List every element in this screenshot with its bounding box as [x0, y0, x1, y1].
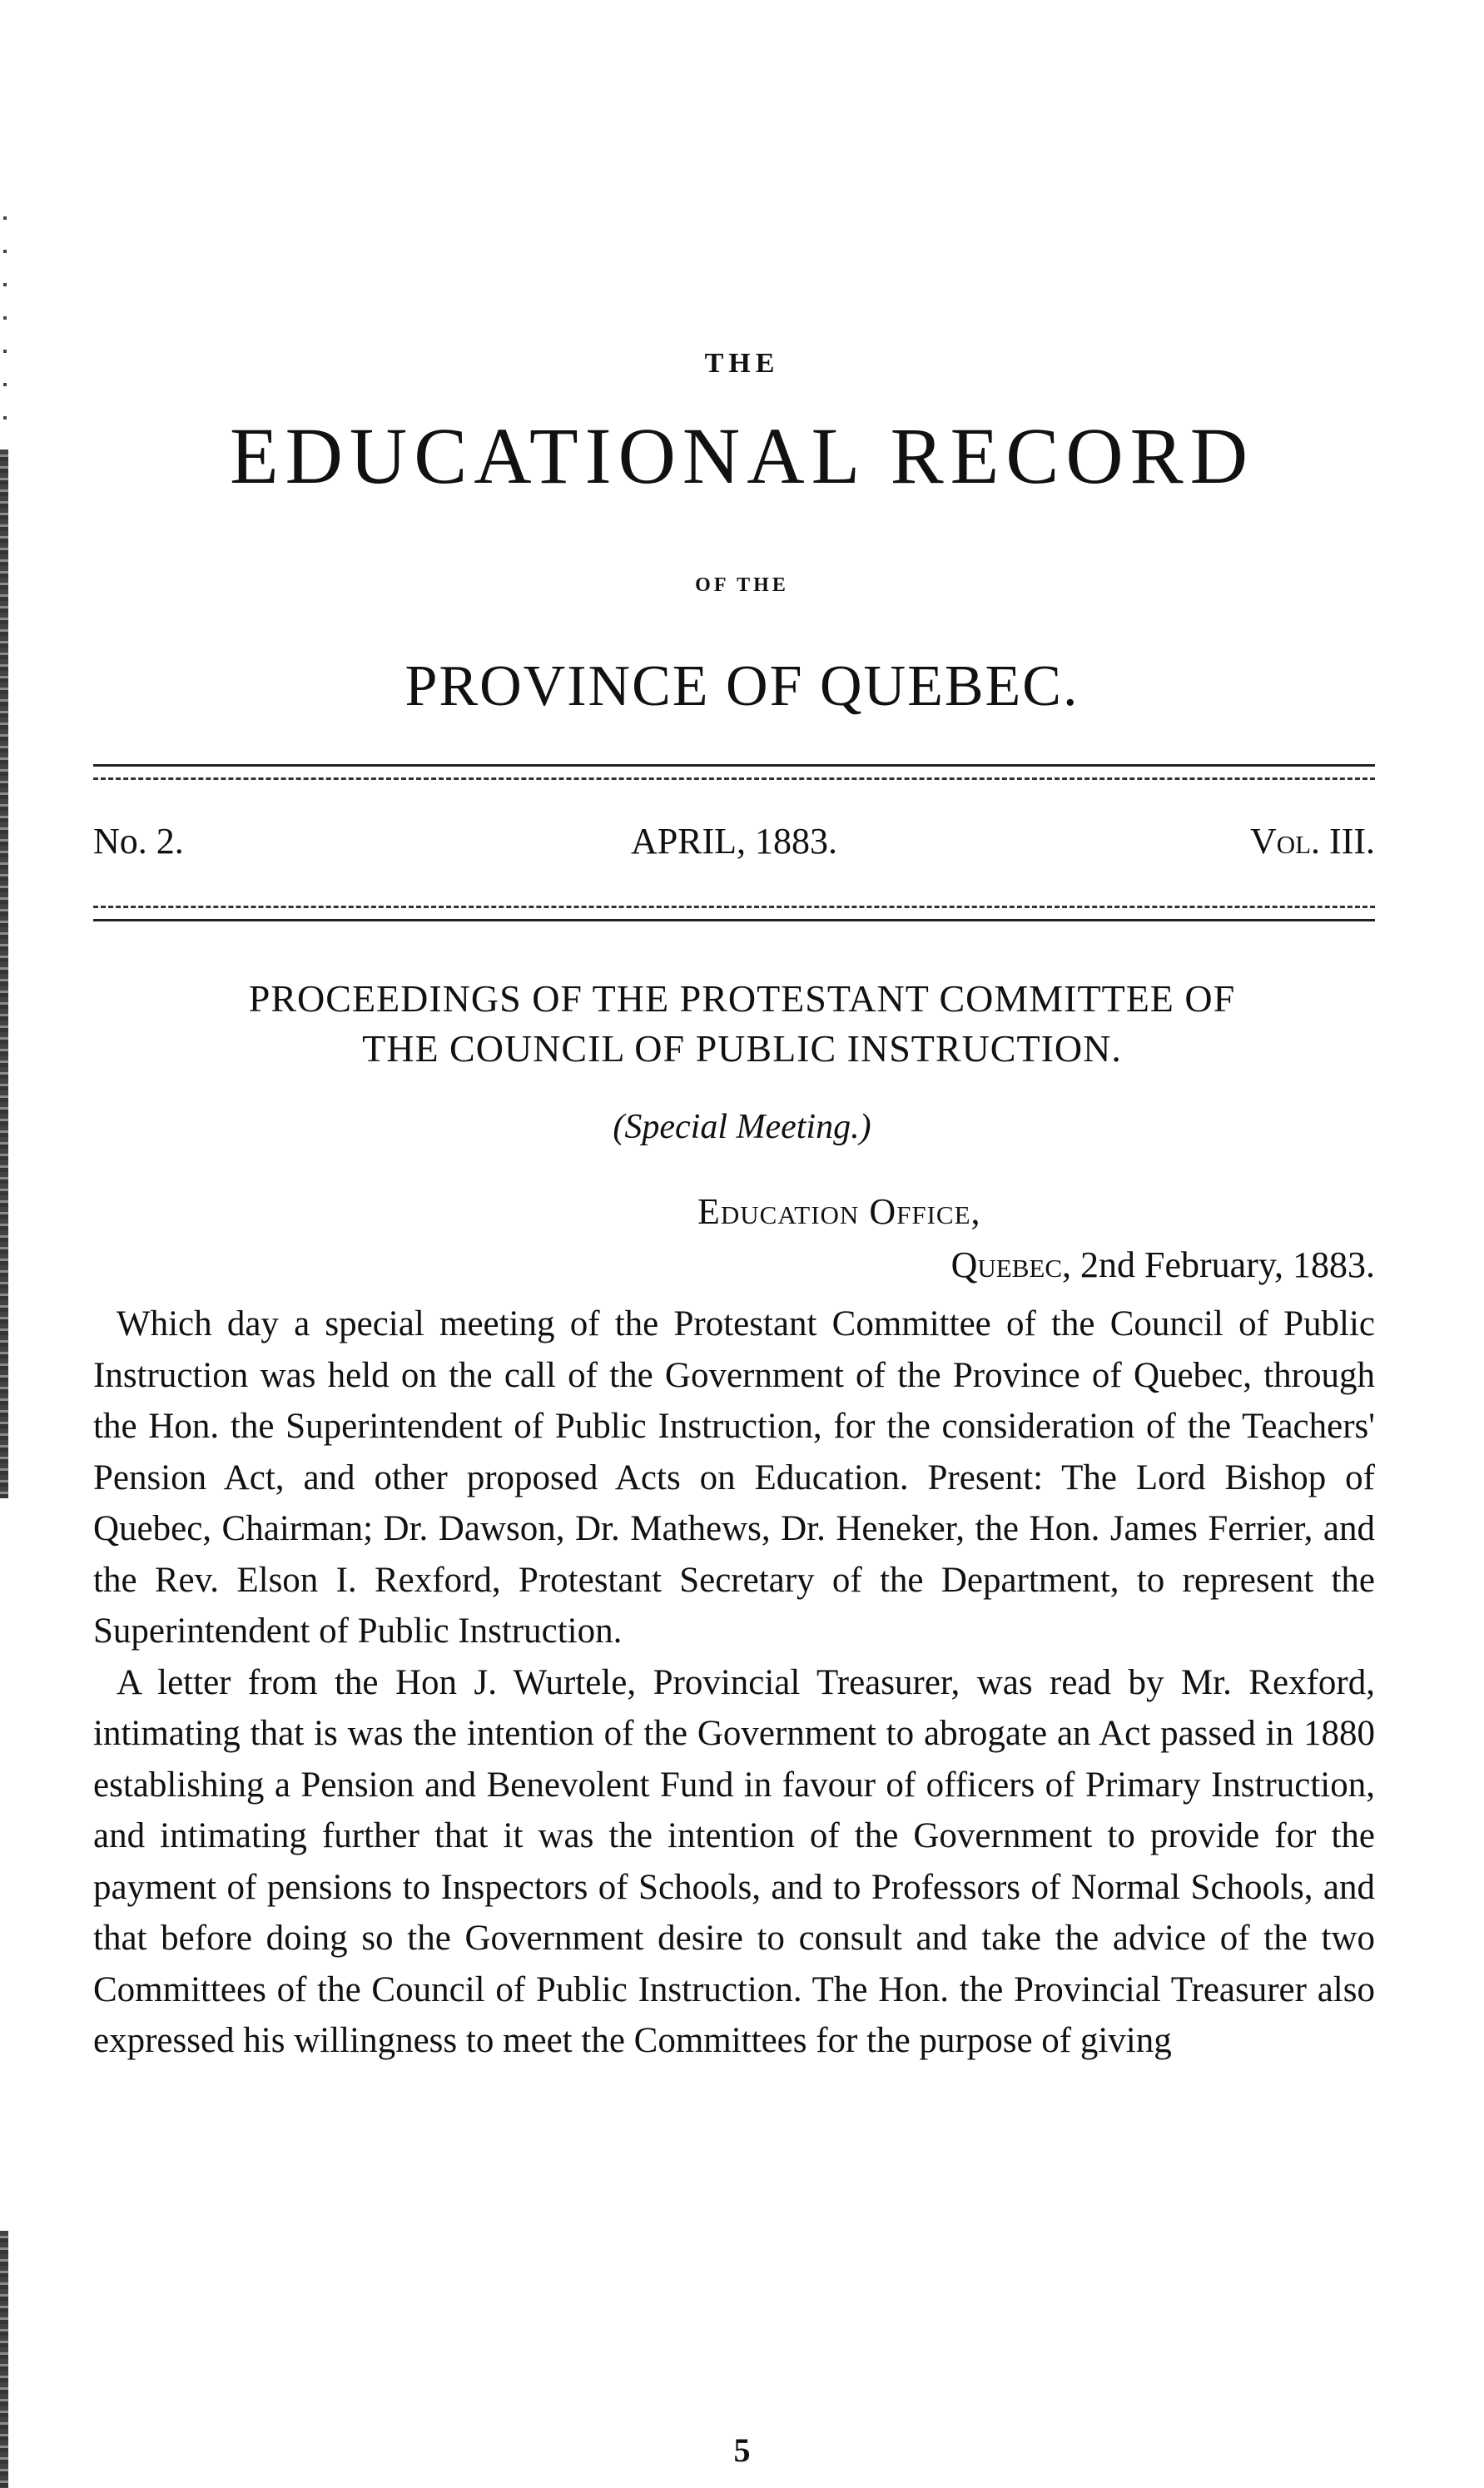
page-number: 5 — [733, 2431, 751, 2469]
dateline — [951, 1244, 1375, 1286]
top-rule-1 — [93, 764, 1375, 767]
article-subheading: (Special Meeting.) — [613, 1108, 871, 1146]
paragraph-2: A letter from the Hon J. Wurtele, Provincial Treasurer, was read by Mr. Rexford, intimating that is was the intention of the Government to abrogate an Act passed in 1880 establishing a Pension and Benevolent Fund in favour of officers of Primary Instruction, and intimating further that it was the intention of the Government to provide for the payment of pensions to Inspectors of Schools, and to Professors of Normal Schools, and that before doing so the Government desire to consult and take the advice of the two Committees of the Council of Public Instruction. The Hon. the Provincial Treasurer also expressed his willingness to meet the Committees for the purpose of giving — [93, 1662, 1375, 2060]
dateline-place: Quebec, — [950, 1244, 1072, 1285]
issue-date: APRIL, 1883. — [630, 821, 838, 862]
article-heading-line-1: PROCEEDINGS OF THE PROTESTANT COMMITTEE OF — [248, 977, 1236, 1020]
journal-title: EDUCATIONAL RECORD — [229, 411, 1255, 500]
bottom-rule-2 — [93, 919, 1375, 921]
binding-marks — [3, 216, 7, 433]
issue-line — [93, 820, 1375, 870]
issue-volume: Vol. III. — [1249, 821, 1375, 862]
article-heading — [0, 974, 1484, 1074]
top-rule-2 — [93, 777, 1375, 780]
article-heading-line-2: THE COUNCIL OF PUBLIC INSTRUCTION. — [362, 1027, 1122, 1070]
paragraph-1: Which day a special meeting of the Protestant Committee of the Council of Public Instruction was held on the call of the Government of the Province of Quebec, through the Hon. the Superintendent of Public Instruction, for the consideration of the Teachers' Pension Act, and other proposed Acts on Education. Present: The Lord Bishop of Quebec, Chairman; Dr. Dawson, Dr. Mathews, Dr. Heneker, the Hon. James Ferrier, and the Rev. Elson I. Rexford, Protestant Secretary of the Department, to represent the Superintendent of Public Instruction. — [93, 1304, 1375, 1651]
dateline-date: 2nd February, 1883. — [1080, 1244, 1375, 1285]
masthead-of-the: OF THE — [695, 574, 789, 596]
article-body — [93, 1299, 1375, 2067]
issue-number: No. 2. — [93, 821, 184, 862]
office-line: Education Office, — [697, 1191, 981, 1232]
masthead-the: THE — [704, 348, 780, 379]
province-title: PROVINCE OF QUEBEC. — [405, 654, 1079, 718]
bottom-rule-1 — [93, 906, 1375, 908]
